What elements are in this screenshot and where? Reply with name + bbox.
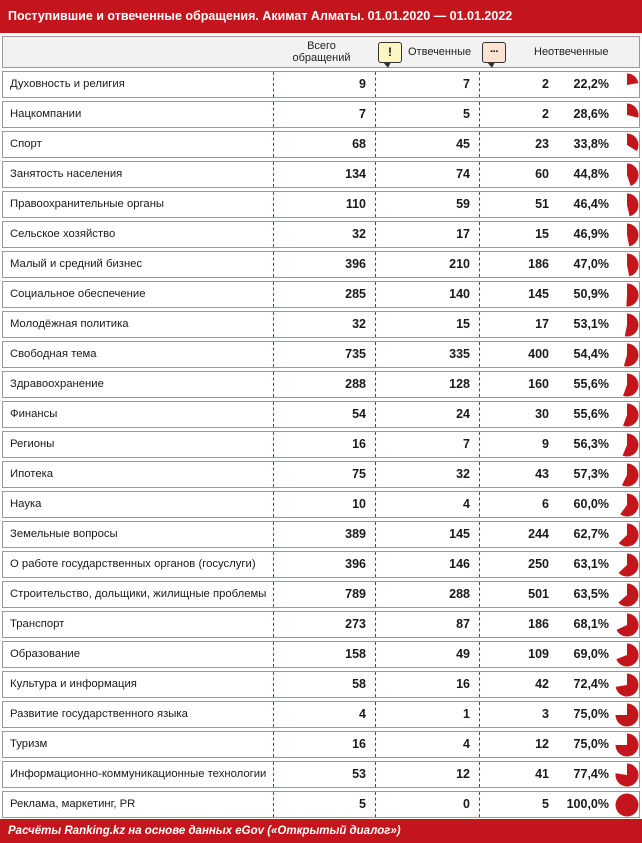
column-divider <box>273 72 274 97</box>
column-divider <box>273 552 274 577</box>
row-share-pie <box>615 223 639 247</box>
header-total-line1: Всего <box>307 40 336 52</box>
column-divider <box>273 192 274 217</box>
row-unanswered-percent: 55,6% <box>573 377 609 391</box>
column-divider <box>273 432 274 457</box>
row-category: Строительство, дольщики, жилищные проблемы <box>10 588 267 600</box>
row-share-pie <box>615 313 639 337</box>
column-divider <box>273 462 274 487</box>
row-total-value: 75 <box>352 467 366 481</box>
column-divider <box>479 402 480 427</box>
row-answered-value: 87 <box>456 617 470 631</box>
row-unanswered-percent: 53,1% <box>573 317 609 331</box>
chart-title: Поступившие и отвеченные обращения. Акимат Алматы. 01.01.2020 — 01.01.2022 <box>0 0 642 33</box>
column-divider <box>273 672 274 697</box>
pie-slice <box>623 434 639 457</box>
row-unanswered-percent: 28,6% <box>573 107 609 121</box>
column-divider <box>375 312 376 337</box>
row-category: Спорт <box>10 138 42 150</box>
row-unanswered-value: 244 <box>528 527 549 541</box>
column-divider <box>479 342 480 367</box>
row-answered-value: 146 <box>449 557 470 571</box>
column-divider <box>479 132 480 157</box>
row-share-pie <box>615 73 639 97</box>
row-category: Развитие государственного языка <box>10 708 188 720</box>
column-divider <box>375 582 376 607</box>
row-unanswered-value: 15 <box>535 227 549 241</box>
column-divider <box>479 192 480 217</box>
row-total-value: 5 <box>359 797 366 811</box>
column-divider <box>479 162 480 187</box>
row-unanswered-percent: 57,3% <box>573 467 609 481</box>
header-unanswered-label: Неотвеченные <box>534 46 609 58</box>
row-share-pie <box>615 763 639 787</box>
header-total-line2: обращений <box>292 52 351 64</box>
row-total-value: 32 <box>352 227 366 241</box>
table-row <box>2 641 640 668</box>
row-unanswered-percent: 56,3% <box>573 437 609 451</box>
table-row <box>2 251 640 278</box>
pie-slice <box>627 253 639 276</box>
column-divider <box>273 252 274 277</box>
column-divider <box>273 402 274 427</box>
row-answered-value: 32 <box>456 467 470 481</box>
column-divider <box>479 522 480 547</box>
column-divider <box>375 462 376 487</box>
row-share-pie <box>615 703 639 727</box>
row-category: О работе государственных органов (госуслуги) <box>10 558 256 570</box>
row-unanswered-value: 3 <box>542 707 549 721</box>
pie-slice <box>619 554 639 577</box>
column-divider <box>273 492 274 517</box>
row-unanswered-value: 43 <box>535 467 549 481</box>
pie-slice <box>627 74 638 86</box>
row-total-value: 9 <box>359 77 366 91</box>
row-share-pie <box>615 433 639 457</box>
row-unanswered-percent: 75,0% <box>573 737 609 751</box>
pie-slice <box>620 494 638 517</box>
column-divider <box>479 282 480 307</box>
pie-slice <box>616 704 639 727</box>
row-unanswered-percent: 54,4% <box>573 347 609 361</box>
column-divider <box>479 312 480 337</box>
column-divider <box>479 732 480 757</box>
table-row <box>2 791 640 818</box>
row-answered-value: 12 <box>456 767 470 781</box>
row-category: Нацкомпании <box>10 108 82 120</box>
source-footer: Расчёты Ranking.kz на основе данных eGov («Открытый диалог») <box>0 819 642 843</box>
row-answered-value: 16 <box>456 677 470 691</box>
pie-slice <box>625 314 639 337</box>
row-unanswered-value: 6 <box>542 497 549 511</box>
column-divider <box>375 222 376 247</box>
row-category: Образование <box>10 648 81 660</box>
row-share-pie <box>615 613 639 637</box>
row-category: Малый и средний бизнес <box>10 258 143 270</box>
row-unanswered-percent: 100,0% <box>566 797 609 811</box>
pie-slice <box>627 104 639 118</box>
table-row <box>2 701 640 728</box>
row-share-pie <box>615 523 639 547</box>
column-divider <box>273 702 274 727</box>
row-share-pie <box>615 793 639 817</box>
row-category: Молодёжная политика <box>10 318 129 330</box>
row-share-pie <box>615 583 639 607</box>
pie-slice <box>619 524 639 547</box>
row-answered-value: 74 <box>456 167 470 181</box>
row-unanswered-percent: 47,0% <box>573 257 609 271</box>
pie-slice <box>626 283 638 306</box>
row-unanswered-value: 186 <box>528 617 549 631</box>
row-answered-value: 1 <box>463 707 470 721</box>
row-unanswered-percent: 60,0% <box>573 497 609 511</box>
row-unanswered-value: 160 <box>528 377 549 391</box>
row-category: Транспорт <box>10 618 65 630</box>
pie-slice <box>627 134 639 152</box>
table-row <box>2 281 640 308</box>
column-divider <box>375 162 376 187</box>
column-divider <box>375 72 376 97</box>
row-answered-value: 4 <box>463 737 470 751</box>
table-header <box>2 36 640 68</box>
row-unanswered-percent: 50,9% <box>573 287 609 301</box>
row-total-value: 389 <box>345 527 366 541</box>
row-total-value: 273 <box>345 617 366 631</box>
row-total-value: 68 <box>352 137 366 151</box>
row-unanswered-percent: 22,2% <box>573 77 609 91</box>
row-category: Реклама, маркетинг, PR <box>10 798 136 810</box>
row-total-value: 58 <box>352 677 366 691</box>
row-answered-value: 59 <box>456 197 470 211</box>
column-divider <box>479 762 480 787</box>
row-total-value: 53 <box>352 767 366 781</box>
row-share-pie <box>615 343 639 367</box>
row-category: Туризм <box>10 738 48 750</box>
row-total-value: 158 <box>345 647 366 661</box>
row-total-value: 288 <box>345 377 366 391</box>
table-row <box>2 191 640 218</box>
table-row <box>2 71 640 98</box>
column-divider <box>479 102 480 127</box>
column-divider <box>479 582 480 607</box>
row-share-pie <box>615 553 639 577</box>
header-total <box>273 37 370 67</box>
row-unanswered-value: 42 <box>535 677 549 691</box>
row-answered-value: 0 <box>463 797 470 811</box>
table-row <box>2 341 640 368</box>
table-row <box>2 131 640 158</box>
row-answered-value: 17 <box>456 227 470 241</box>
column-divider <box>273 612 274 637</box>
row-answered-value: 140 <box>449 287 470 301</box>
pie-slice <box>627 224 638 247</box>
row-unanswered-value: 400 <box>528 347 549 361</box>
row-category: Здравоохранение <box>10 378 104 390</box>
row-unanswered-value: 501 <box>528 587 549 601</box>
row-total-value: 54 <box>352 407 366 421</box>
pie-slice <box>623 374 638 397</box>
column-divider <box>375 672 376 697</box>
row-answered-value: 7 <box>463 437 470 451</box>
row-unanswered-value: 145 <box>528 287 549 301</box>
column-divider <box>273 792 274 817</box>
row-total-value: 16 <box>352 437 366 451</box>
column-divider <box>479 462 480 487</box>
row-category: Сельское хозяйство <box>10 228 116 240</box>
column-divider <box>479 552 480 577</box>
column-divider <box>375 612 376 637</box>
row-share-pie <box>615 253 639 277</box>
row-unanswered-percent: 63,1% <box>573 557 609 571</box>
row-total-value: 32 <box>352 317 366 331</box>
row-answered-value: 4 <box>463 497 470 511</box>
row-unanswered-percent: 72,4% <box>573 677 609 691</box>
pie-slice <box>616 734 639 757</box>
column-divider <box>375 702 376 727</box>
column-divider <box>375 372 376 397</box>
row-unanswered-value: 17 <box>535 317 549 331</box>
column-divider <box>375 732 376 757</box>
row-unanswered-value: 186 <box>528 257 549 271</box>
row-unanswered-percent: 33,8% <box>573 137 609 151</box>
column-divider <box>273 762 274 787</box>
row-unanswered-value: 2 <box>542 107 549 121</box>
column-divider <box>479 252 480 277</box>
row-unanswered-percent: 75,0% <box>573 707 609 721</box>
row-unanswered-percent: 46,4% <box>573 197 609 211</box>
pie-slice <box>624 344 639 367</box>
row-share-pie <box>615 643 639 667</box>
column-divider <box>273 282 274 307</box>
table-row <box>2 551 640 578</box>
column-divider <box>479 372 480 397</box>
row-share-pie <box>615 283 639 307</box>
pie-slice <box>622 464 639 487</box>
column-divider <box>273 642 274 667</box>
table-row <box>2 521 640 548</box>
pie-slice <box>627 193 639 216</box>
column-divider <box>375 132 376 157</box>
table-row <box>2 581 640 608</box>
row-category: Информационно-коммуникационные технологии <box>10 768 267 780</box>
column-divider <box>479 612 480 637</box>
row-unanswered-percent: 46,9% <box>573 227 609 241</box>
row-total-value: 16 <box>352 737 366 751</box>
header-answered <box>375 37 478 67</box>
row-category: Социальное обеспечение <box>10 288 146 300</box>
table-row <box>2 761 640 788</box>
column-divider <box>479 702 480 727</box>
row-category: Свободная тема <box>10 348 97 360</box>
table-row <box>2 371 640 398</box>
column-divider <box>375 252 376 277</box>
row-category: Регионы <box>10 438 55 450</box>
row-category: Ипотека <box>10 468 54 480</box>
row-total-value: 285 <box>345 287 366 301</box>
table-row <box>2 431 640 458</box>
row-unanswered-value: 250 <box>528 557 549 571</box>
row-category: Занятость населения <box>10 168 123 180</box>
row-unanswered-value: 51 <box>535 197 549 211</box>
row-unanswered-percent: 77,4% <box>573 767 609 781</box>
row-unanswered-percent: 69,0% <box>573 647 609 661</box>
column-divider <box>273 522 274 547</box>
column-divider <box>273 102 274 127</box>
row-unanswered-percent: 55,6% <box>573 407 609 421</box>
row-answered-value: 15 <box>456 317 470 331</box>
table-row <box>2 161 640 188</box>
row-total-value: 789 <box>345 587 366 601</box>
row-share-pie <box>615 373 639 397</box>
pie-slice <box>623 404 638 427</box>
row-unanswered-value: 30 <box>535 407 549 421</box>
column-divider <box>375 492 376 517</box>
row-total-value: 10 <box>352 497 366 511</box>
row-answered-value: 128 <box>449 377 470 391</box>
row-total-value: 396 <box>345 557 366 571</box>
table-row <box>2 221 640 248</box>
row-total-value: 735 <box>345 347 366 361</box>
column-divider <box>375 102 376 127</box>
column-divider <box>273 132 274 157</box>
row-answered-value: 335 <box>449 347 470 361</box>
column-divider <box>375 792 376 817</box>
table-row <box>2 101 640 128</box>
row-total-value: 396 <box>345 257 366 271</box>
column-divider <box>273 342 274 367</box>
row-unanswered-percent: 68,1% <box>573 617 609 631</box>
row-category: Финансы <box>10 408 58 420</box>
row-unanswered-value: 60 <box>535 167 549 181</box>
row-answered-value: 210 <box>449 257 470 271</box>
pie-slice <box>616 644 638 667</box>
row-answered-value: 24 <box>456 407 470 421</box>
pie-slice <box>618 584 638 607</box>
speech-bubble-exclamation-icon: ! <box>378 42 402 63</box>
row-share-pie <box>615 673 639 697</box>
column-divider <box>375 432 376 457</box>
column-divider <box>273 582 274 607</box>
row-unanswered-value: 109 <box>528 647 549 661</box>
column-divider <box>479 642 480 667</box>
row-category: Духовность и религия <box>10 78 125 90</box>
header-unanswered <box>479 37 639 67</box>
row-share-pie <box>615 733 639 757</box>
row-unanswered-value: 9 <box>542 437 549 451</box>
column-divider <box>273 732 274 757</box>
row-total-value: 110 <box>345 197 366 211</box>
column-divider <box>479 432 480 457</box>
row-unanswered-percent: 62,7% <box>573 527 609 541</box>
row-share-pie <box>615 403 639 427</box>
row-share-pie <box>615 493 639 517</box>
pie-slice <box>627 164 638 186</box>
table-row <box>2 491 640 518</box>
row-answered-value: 7 <box>463 77 470 91</box>
column-divider <box>273 372 274 397</box>
row-unanswered-value: 23 <box>535 137 549 151</box>
row-share-pie <box>615 463 639 487</box>
row-unanswered-value: 12 <box>535 737 549 751</box>
column-divider <box>375 762 376 787</box>
column-divider <box>375 402 376 427</box>
row-unanswered-value: 5 <box>542 797 549 811</box>
row-total-value: 4 <box>359 707 366 721</box>
column-divider <box>375 522 376 547</box>
row-answered-value: 288 <box>449 587 470 601</box>
row-category: Культура и информация <box>10 678 137 690</box>
column-divider <box>375 192 376 217</box>
pie-slice <box>617 614 639 637</box>
row-category: Земельные вопросы <box>10 528 118 540</box>
row-category: Правоохранительные органы <box>10 198 165 210</box>
table-row <box>2 671 640 698</box>
row-answered-value: 5 <box>463 107 470 121</box>
pie-slice <box>615 764 638 787</box>
row-unanswered-value: 2 <box>542 77 549 91</box>
column-divider <box>375 642 376 667</box>
row-total-value: 134 <box>345 167 366 181</box>
row-answered-value: 45 <box>456 137 470 151</box>
row-share-pie <box>615 163 639 187</box>
column-divider <box>375 342 376 367</box>
column-divider <box>273 222 274 247</box>
pie-slice <box>616 794 639 817</box>
column-divider <box>479 222 480 247</box>
row-share-pie <box>615 193 639 217</box>
column-divider <box>273 312 274 337</box>
row-total-value: 7 <box>359 107 366 121</box>
column-divider <box>375 282 376 307</box>
table-row <box>2 731 640 758</box>
speech-bubble-ellipsis-icon: ··· <box>482 42 506 63</box>
table-row <box>2 461 640 488</box>
table-row <box>2 611 640 638</box>
column-divider <box>479 492 480 517</box>
column-divider <box>479 792 480 817</box>
column-divider <box>479 72 480 97</box>
column-divider <box>375 552 376 577</box>
row-unanswered-percent: 44,8% <box>573 167 609 181</box>
column-divider <box>273 162 274 187</box>
pie-slice <box>616 674 639 697</box>
row-answered-value: 145 <box>449 527 470 541</box>
row-share-pie <box>615 133 639 157</box>
header-answered-label: Отвеченные <box>408 46 472 58</box>
table-row <box>2 311 640 338</box>
row-unanswered-value: 41 <box>535 767 549 781</box>
row-answered-value: 49 <box>456 647 470 661</box>
row-share-pie <box>615 103 639 127</box>
column-divider <box>479 672 480 697</box>
table-row <box>2 401 640 428</box>
row-unanswered-percent: 63,5% <box>573 587 609 601</box>
row-category: Наука <box>10 498 42 510</box>
